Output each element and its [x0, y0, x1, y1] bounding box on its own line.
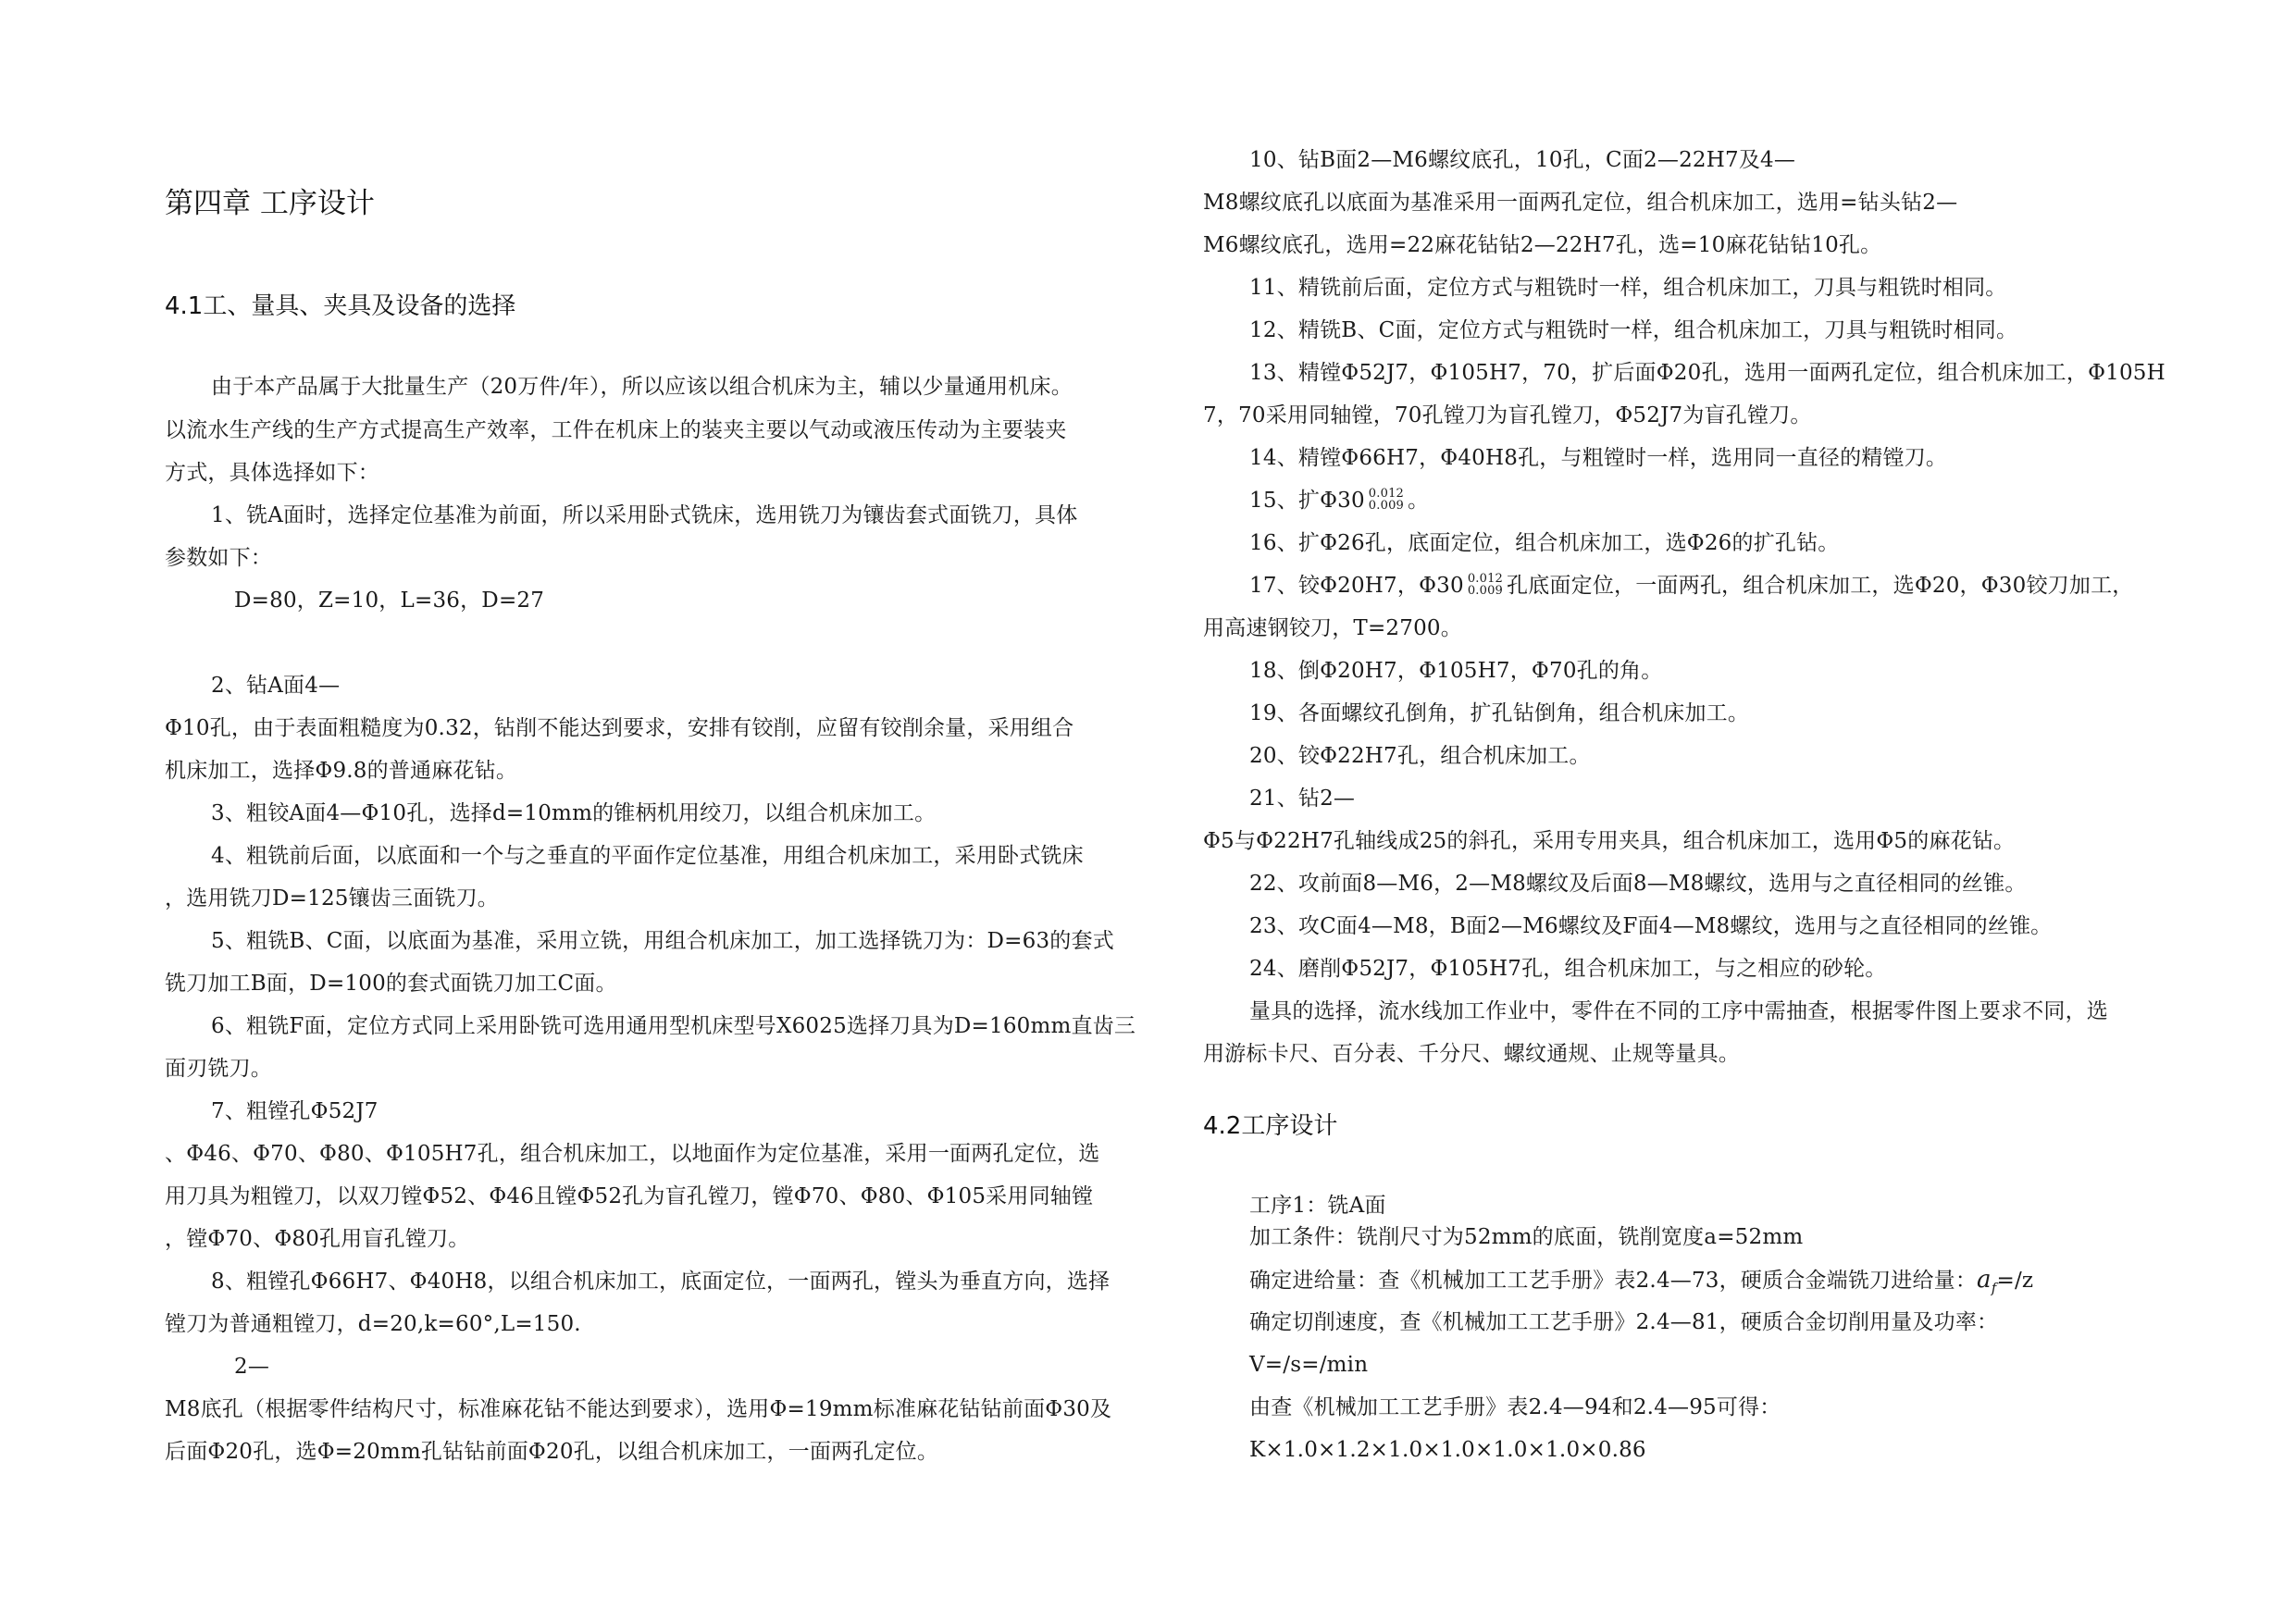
tolerance-lower: 0.009 [1467, 584, 1504, 598]
paragraph-line: 22、攻前面8—M6，2—M8螺纹及后面8—M8螺纹，选用与之直径相同的丝锥。 [1249, 872, 2027, 896]
tolerance-fraction [1468, 573, 1503, 597]
process-line: 由查《机械加工工艺手册》表2.4—94和2.4—95可得： [1249, 1395, 1781, 1419]
paragraph-line: 20、铰Φ22H7孔，组合机床加工。 [1249, 744, 1591, 768]
feed-symbol-subscript: f [1991, 1280, 1997, 1297]
feed-rate-suffix: =/z [1996, 1269, 2034, 1293]
paragraph-line: 2— [234, 1355, 270, 1379]
paragraph-line: 参数如下： [165, 546, 272, 570]
paragraph-line: 5、粗铣B、C面，以底面为基准，采用立铣，用组合机床加工，加工选择铣刀为：D=63的套式 [211, 929, 1114, 953]
feed-symbol [1977, 1266, 1997, 1297]
paragraph-line: 7，70采用同轴镗，70孔镗刀为盲孔镗刀，Φ52J7为盲孔镗刀。 [1203, 403, 1812, 427]
paragraph-line: 1、铣A面时，选择定位基准为前面，所以采用卧式铣床，选用铣刀为镶齿套式面铣刀，具体 [211, 503, 1078, 527]
paragraph-line: 23、攻C面4—M8，B面2—M6螺纹及F面4—M8螺纹，选用与之直径相同的丝锥。 [1249, 914, 2053, 938]
tolerance-fraction [1369, 488, 1404, 512]
paragraph-line: 14、精镗Φ66H7，Φ40H8孔，与粗镗时一样，选用同一直径的精镗刀。 [1249, 446, 1948, 470]
paragraph-line: 由于本产品属于大批量生产（20万件/年），所以应该以组合机床为主，辅以少量通用机床。 [211, 375, 1073, 399]
parameter-line: D=80，Z=10，L=36，D=27 [234, 588, 545, 613]
paragraph-line: 18、倒Φ20H7，Φ105H7，Φ70孔的角。 [1249, 659, 1663, 683]
paragraph-line: Φ10孔，由于表面粗糙度为0.32，钻削不能达到要求，安排有铰削，应留有铰削余量，采用组合 [165, 716, 1074, 740]
paragraph-line: M8底孔（根据零件结构尺寸，标准麻花钻不能达到要求），选用Φ=19mm标准麻花钻钻前面Φ30及 [165, 1397, 1112, 1421]
tolerance-upper: 0.012 [1467, 572, 1504, 586]
process-line: 加工条件：铣削尺寸为52mm的底面，铣削宽度a=52mm [1249, 1225, 1804, 1249]
process-line: 确定切削速度，查《机械加工工艺手册》2.4—81，硬质合金切削用量及功率： [1249, 1310, 1999, 1334]
paragraph-line: 10、钻B面2—M6螺纹底孔，10孔，C面2—22H7及4— [1249, 148, 1796, 172]
process-line: V=/s=/min [1249, 1353, 1369, 1377]
paragraph-line: 用刀具为粗镗刀，以双刀镗Φ52、Φ46且镗Φ52孔为盲孔镗刀，镗Φ70、Φ80、Φ105采用同轴镗 [165, 1184, 1094, 1208]
paragraph-line-17 [1249, 572, 2133, 600]
paragraph-line: 3、粗铰A面4—Φ10孔，选择d=10mm的锥柄机用绞刀，以组合机床加工。 [211, 801, 937, 825]
paragraph-line: 方式，具体选择如下： [165, 461, 379, 485]
paragraph-line: 后面Φ20孔，选Φ=20mm孔钻钻前面Φ20孔，以组合机床加工，一面两孔定位。 [165, 1440, 939, 1464]
paragraph-line: 机床加工，选择Φ9.8的普通麻花钻。 [165, 759, 518, 783]
paragraph-line: 量具的选择，流水线加工作业中，零件在不同的工序中需抽查，根据零件图上要求不同，选 [1249, 999, 2108, 1023]
paragraph-line: 以流水生产线的生产方式提高生产效率，工件在机床上的装夹主要以气动或液压传动为主要装夹 [165, 418, 1067, 442]
paragraph-line: Φ5与Φ22H7孔轴线成25的斜孔，采用专用夹具，组合机床加工，选用Φ5的麻花钻。 [1203, 829, 2016, 853]
paragraph-line: 、Φ46、Φ70、Φ80、Φ105H7孔，组合机床加工，以地面作为定位基准，采用一面两孔定位，选 [165, 1142, 1100, 1166]
paragraph-line: 镗刀为普通粗镗刀，d=20,k=60°,L=150. [165, 1312, 581, 1336]
paragraph-line: M8螺纹底孔以底面为基准采用一面两孔定位，组合机床加工，选用=钻头钻2— [1203, 191, 1958, 215]
line-15-prefix: 15、扩Φ30 [1249, 489, 1365, 513]
process-line: 工序1：铣A面 [1249, 1194, 1386, 1218]
line-15-suffix: 。 [1408, 489, 1430, 513]
line-17-prefix: 17、铰Φ20H7，Φ30 [1249, 574, 1464, 598]
tolerance-upper: 0.012 [1368, 487, 1405, 501]
paragraph-line: 用游标卡尺、百分表、千分尺、螺纹通规、止规等量具。 [1203, 1042, 1740, 1066]
paragraph-line: M6螺纹底孔，选用=22麻花钻钻2—22H7孔，选=10麻花钻钻10孔。 [1203, 233, 1882, 257]
paragraph-line-15 [1249, 487, 1429, 514]
paragraph-line: 用高速钢铰刀，T=2700。 [1203, 616, 1462, 640]
paragraph-line: ，镗Φ70、Φ80孔用盲孔镗刀。 [165, 1227, 470, 1251]
paragraph-line: 12、精铣B、C面，定位方式与粗铣时一样，组合机床加工，刀具与粗铣时相同。 [1249, 318, 2018, 342]
paragraph-line: 13、精镗Φ52J7，Φ105H7，70，扩后面Φ20孔，选用一面两孔定位，组合机床加工，Φ105H [1249, 361, 2166, 385]
chapter-title: 第四章 工序设计 [165, 187, 375, 220]
paragraph-line: 7、粗镗孔Φ52J7 [211, 1099, 379, 1123]
paragraph-line: 21、钻2— [1249, 787, 1356, 811]
section-heading-4-2: 4.2工序设计 [1203, 1112, 1338, 1140]
section-heading-4-1: 4.1工、量具、夹具及设备的选择 [165, 292, 516, 320]
paragraph-line: 8、粗镗孔Φ66H7、Φ40H8，以组合机床加工，底面定位，一面两孔，镗头为垂直方向，选择 [211, 1270, 1111, 1294]
paragraph-line: 16、扩Φ26孔，底面定位，组合机床加工，选Φ26的扩孔钻。 [1249, 531, 1840, 555]
feed-symbol-a: a [1977, 1266, 1992, 1294]
tolerance-lower: 0.009 [1368, 499, 1405, 513]
paragraph-line: 4、粗铣前后面，以底面和一个与之垂直的平面作定位基准，用组合机床加工，采用卧式铣床 [211, 844, 1084, 868]
paragraph-line: 2、钻A面4— [211, 674, 341, 698]
process-line: K×1.0×1.2×1.0×1.0×1.0×1.0×0.86 [1249, 1438, 1646, 1462]
paragraph-line: ，选用铣刀D=125镶齿三面铣刀。 [165, 886, 500, 911]
paragraph-line: 铣刀加工B面，D=100的套式面铣刀加工C面。 [165, 972, 617, 996]
line-17-suffix: 孔底面定位，一面两孔，组合机床加工，选Φ20，Φ30铰刀加工， [1507, 574, 2134, 598]
paragraph-line: 6、粗铣F面，定位方式同上采用卧铣可选用通用型机床型号X6025选择刀具为D=160mm直齿三 [211, 1014, 1136, 1038]
paragraph-line: 24、磨削Φ52J7，Φ105H7孔，组合机床加工，与之相应的砂轮。 [1249, 957, 1887, 981]
paragraph-line: 11、精铣前后面，定位方式与粗铣时一样，组合机床加工，刀具与粗铣时相同。 [1249, 276, 2007, 300]
paragraph-line: 面刃铣刀。 [165, 1057, 272, 1081]
feed-rate-line [1249, 1266, 2033, 1302]
paragraph-line: 19、各面螺纹孔倒角，扩孔钻倒角，组合机床加工。 [1249, 701, 1750, 725]
feed-rate-text: 确定进给量：查《机械加工工艺手册》表2.4—73，硬质合金端铣刀进给量： [1249, 1269, 1978, 1293]
